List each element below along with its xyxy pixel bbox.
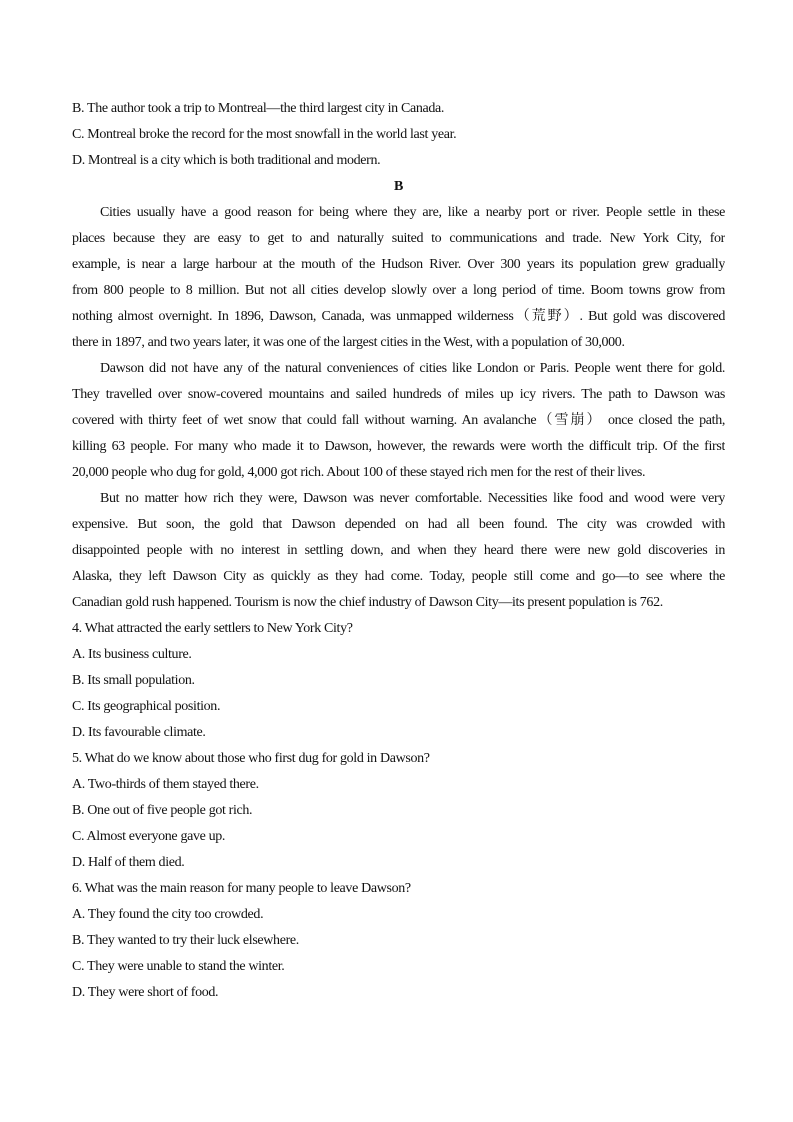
paragraph-line: killing 63 people. For many who made it to Dawson, however, the rewards were worth the difficult trip. Of the first xyxy=(72,439,725,454)
answer-option: D. They were short of food. xyxy=(72,985,219,1000)
question-6 xyxy=(72,876,725,1006)
paragraph-line: Alaska, they left Dawson City as quickly as they had come. Today, people still come and go—to see where the xyxy=(72,569,725,584)
paragraph-line: 20,000 people who dug for gold, 4,000 got rich. About 100 of these stayed rich men for the rest of their lives. xyxy=(72,465,646,480)
document-page xyxy=(72,96,725,1006)
question-text: 6. What was the main reason for many people to leave Dawson? xyxy=(72,881,411,896)
question-5 xyxy=(72,746,725,876)
paragraph-line: covered with thirty feet of wet snow that could fall without warning. An avalanche（雪崩） once closed the path, xyxy=(72,413,725,428)
question-text: 4. What attracted the early settlers to New York City? xyxy=(72,621,353,636)
paragraph xyxy=(72,200,725,356)
answer-option: C. They were unable to stand the winter. xyxy=(72,959,285,974)
paragraph-line: But no matter how rich they were, Dawson was never comfortable. Necessities like food and wood were very xyxy=(100,491,725,506)
paragraph xyxy=(72,486,725,616)
answer-option: A. Its business culture. xyxy=(72,647,192,662)
answer-option: B. Its small population. xyxy=(72,673,195,688)
paragraph-line: there in 1897, and two years later, it was one of the largest cities in the West, with a population of 30,000. xyxy=(72,335,625,350)
paragraph-line: Cities usually have a good reason for being where they are, like a nearby port or river. People settle in these xyxy=(100,205,725,220)
answer-option: A. They found the city too crowded. xyxy=(72,907,264,922)
option-line: B. The author took a trip to Montreal—the third largest city in Canada. xyxy=(72,101,444,116)
answer-option: C. Almost everyone gave up. xyxy=(72,829,226,844)
paragraph-line: nothing almost overnight. In 1896, Dawson, Canada, was unmapped wilderness（荒野）. But gold was discovered xyxy=(72,309,725,324)
answer-option: B. One out of five people got rich. xyxy=(72,803,253,818)
option-line: D. Montreal is a city which is both traditional and modern. xyxy=(72,153,381,168)
paragraph-line: example, is near a large harbour at the mouth of the Hudson River. Over 300 years its population grew gradually xyxy=(72,257,725,272)
paragraph-line: places because they are easy to get to and naturally suited to communications and trade. New York City, for xyxy=(72,231,725,246)
answer-option: D. Its favourable climate. xyxy=(72,725,206,740)
section-heading: B xyxy=(394,179,403,194)
paragraph-line: They travelled over snow-covered mountains and sailed hundreds of miles up icy rivers. The path to Dawson was xyxy=(72,387,725,402)
answer-option: D. Half of them died. xyxy=(72,855,185,870)
paragraph-line: Dawson did not have any of the natural conveniences of cities like London or Paris. People went there for gold. xyxy=(100,361,725,376)
paragraph-line: disappointed people with no interest in settling down, and when they heard there were new gold discoveries in xyxy=(72,543,725,558)
question-text: 5. What do we know about those who first dug for gold in Dawson? xyxy=(72,751,430,766)
paragraph-line: Canadian gold rush happened. Tourism is now the chief industry of Dawson City—its present population is 762. xyxy=(72,595,663,610)
paragraph-line: expensive. But soon, the gold that Dawson depended on had all been found. The city was crowded with xyxy=(72,517,725,532)
answer-option: B. They wanted to try their luck elsewhere. xyxy=(72,933,299,948)
answer-option: C. Its geographical position. xyxy=(72,699,221,714)
paragraph-line: from 800 people to 8 million. But not all cities develop slowly over a long period of time. Boom towns grow from xyxy=(72,283,725,298)
answer-option: A. Two-thirds of them stayed there. xyxy=(72,777,259,792)
option-line: C. Montreal broke the record for the most snowfall in the world last year. xyxy=(72,127,457,142)
paragraph xyxy=(72,356,725,486)
question-4 xyxy=(72,616,725,746)
